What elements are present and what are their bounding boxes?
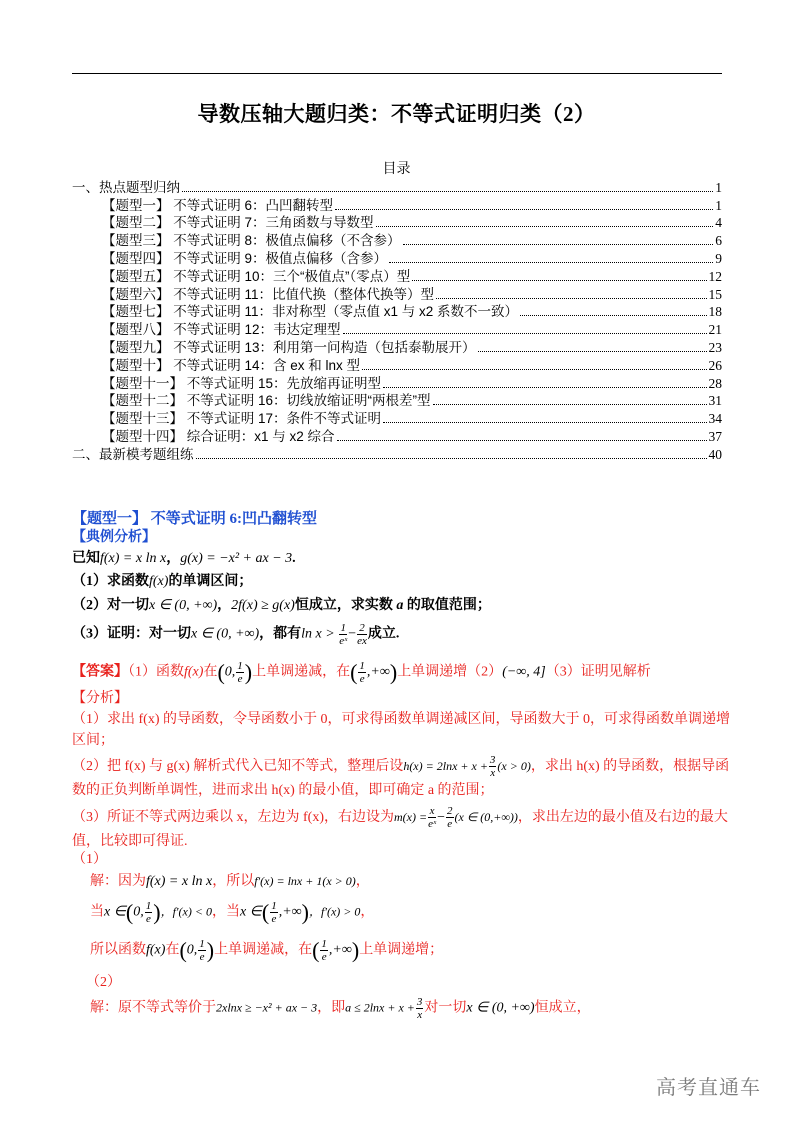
toc-leader-dots [196, 458, 707, 459]
toc-page-number: 9 [715, 250, 722, 266]
solution-2-label: （2） [86, 975, 121, 990]
toc-heading: 目录 [382, 160, 411, 176]
toc-leader-dots [389, 262, 713, 263]
toc-entry-text: 【题型一】 不等式证明 6：凸凹翻转型 [102, 197, 334, 213]
toc-leader-dots [478, 351, 707, 352]
toc-leader-dots [412, 280, 706, 281]
toc-leader-dots [433, 404, 707, 405]
toc-leader-dots [403, 244, 714, 245]
toc-entry[interactable] [72, 356, 722, 374]
toc-entry[interactable] [72, 392, 722, 410]
solution-1-label: （1） [72, 852, 107, 867]
example-label-row [72, 528, 732, 548]
toc-leader-dots [335, 209, 713, 210]
toc-leader-dots [436, 298, 706, 299]
answer-line: 【答案】（1）函数f(x)在(0, $\frac{1}{e}$ )上单调递减，在( $\frac{1}{e}$ ,+∞)上单调递增（2）(−∞, 4]（3）证明见解析 [72, 659, 651, 685]
toc-entry-text: 【题型二】 不等式证明 7：三角函数与导数型 [102, 215, 374, 231]
toc-entry-text: 二、最新模考题组练 [72, 446, 194, 462]
analysis-3: （3）所证不等式两边乘以 x，左边为 f(x)，右边设为m(x) = $\frac{x}{\text{eˣ}}$ − $\frac{2}{e}$ (x ∈ (0,+∞))，求出左边的最小值及右边的最大值，比较即可得证. [72, 805, 728, 850]
toc-entry-text: 【题型三】 不等式证明 8：极值点偏移（不含参） [102, 233, 401, 249]
toc-entry-text: 【题型六】 不等式证明 11：比值代换（整体代换等）型 [102, 286, 435, 302]
toc-leader-dots [376, 226, 714, 227]
toc-page-number: 23 [708, 339, 722, 355]
toc-entry[interactable] [72, 374, 722, 392]
toc-entry-text: 【题型十三】 不等式证明 17：条件不等式证明 [102, 411, 382, 427]
toc-page-number: 31 [708, 393, 722, 409]
toc-leader-dots [520, 315, 706, 316]
toc-page-number: 37 [708, 428, 722, 444]
toc-entry[interactable] [72, 267, 722, 285]
section-title: 【题型一】 不等式证明 6:凹凸翻转型 [72, 511, 317, 527]
toc-entry-text: 【题型十二】 不等式证明 16：切线放缩证明“两根差”型 [102, 393, 431, 409]
toc-entry-text: 【题型九】 不等式证明 13：利用第一问构造（包括泰勒展开） [102, 339, 476, 355]
toc-leader-dots [337, 440, 707, 441]
toc-leader-dots [182, 191, 713, 192]
toc-entry[interactable] [72, 196, 722, 214]
toc-page-number: 12 [708, 268, 722, 284]
toc-entry-text: 【题型十】 不等式证明 14：含 ex 和 lnx 型 [102, 357, 361, 373]
toc-page-number: 40 [708, 446, 722, 462]
toc-page-number: 15 [708, 286, 722, 302]
toc-page-number: 21 [708, 322, 722, 338]
toc-entry[interactable] [72, 178, 722, 196]
question-3: （3）证明：对一切x ∈ (0, +∞)，都有ln x > $\frac{1}{\text{eˣ}}$ − $\frac{2}{ex}$ 成立. [72, 622, 400, 647]
toc-entry[interactable] [72, 427, 722, 445]
solution-1-line-2: 当x ∈(0, $\frac{1}{e}$ )，f′(x) < 0，当x ∈( $\frac{1}{e}$ ,+∞)，f′(x) > 0， [90, 899, 375, 925]
toc-page-number: 4 [715, 215, 722, 231]
question-2: （2）对一切x ∈ (0, +∞)，2f(x) ≥ g(x)恒成立，求实数 a 的取值范围； [72, 598, 491, 613]
toc-entry-text: 一、热点题型归纳 [72, 179, 180, 195]
toc-entry[interactable] [72, 445, 722, 463]
toc-page-number: 6 [715, 233, 722, 249]
analysis-1: （1）求出 f(x) 的导函数，令导函数小于 0，可求得函数单调递减区间，导函数大于 0，可求得函数单调递增区间； [72, 712, 730, 748]
table-of-contents [72, 178, 722, 463]
solution-1-line-1: 解：因为f(x) = x ln x，所以f′(x) = lnx + 1(x > 0)， [90, 874, 370, 889]
answer-label: 【答案】 [72, 664, 128, 680]
toc-entry-text: 【题型五】 不等式证明 10：三个“极值点”（零点）型 [102, 268, 411, 284]
header-rule [72, 73, 722, 74]
toc-entry-text: 【题型八】 不等式证明 12：韦达定理型 [102, 322, 341, 338]
watermark-logo: 高考直通车 [656, 1077, 761, 1099]
toc-leader-dots [343, 333, 707, 334]
toc-entry[interactable] [72, 249, 722, 267]
toc-entry[interactable] [72, 231, 722, 249]
document-title: 导数压轴大题归类：不等式证明归类（2） [197, 102, 596, 126]
analysis-label: 【分析】 [72, 691, 128, 706]
toc-entry-text: 【题型七】 不等式证明 11：非对称型（零点值 x1 与 x2 系数不一致） [102, 304, 519, 320]
toc-page-number: 28 [708, 375, 722, 391]
toc-page-number: 1 [715, 197, 722, 213]
given-line: 已知f(x) = x ln x，g(x) = −x² + ax − 3. [72, 551, 296, 566]
toc-entry-text: 【题型四】 不等式证明 9：极值点偏移（含参） [102, 250, 388, 266]
toc-entry[interactable] [72, 303, 722, 321]
toc-entry[interactable] [72, 338, 722, 356]
toc-leader-dots [383, 387, 706, 388]
question-1: （1）求函数f(x)的单调区间； [72, 574, 253, 589]
example-label: 【典例分析】 [72, 530, 156, 545]
toc-leader-dots [383, 422, 706, 423]
toc-entry[interactable] [72, 285, 722, 303]
toc-entry[interactable] [72, 320, 722, 338]
analysis-2: （2）把 f(x) 与 g(x) 解析式代入已知不等式，整理后设h(x) = 2lnx + x + $\frac{3}{x}$ (x > 0)，求出 h(x) 的导函数，根据导函数的正负判断单调性，进而求出 h(x) 的最小值，即可确定 a 的范围； [72, 754, 730, 799]
toc-page-number: 1 [715, 179, 722, 195]
toc-page-number: 34 [708, 411, 722, 427]
toc-page-number: 18 [708, 304, 722, 320]
solution-2-line-1: 解：原不等式等价于2xlnx ≥ −x² + ax − 3，即a ≤ 2lnx + x + $\frac{3}{x}$ 对一切x ∈ (0, +∞)恒成立， [90, 996, 591, 1021]
section-heading [72, 509, 732, 529]
solution-1-line-3: 所以函数f(x)在(0, $\frac{1}{e}$ )上单调递减，在( $\frac{1}{e}$ ,+∞)上单调递增； [90, 937, 444, 963]
toc-entry[interactable] [72, 409, 722, 427]
toc-entry-text: 【题型十一】 不等式证明 15：先放缩再证明型 [102, 375, 382, 391]
toc-entry-text: 【题型十四】 综合证明：x1 与 x2 综合 [102, 428, 335, 444]
toc-page-number: 26 [708, 357, 722, 373]
toc-leader-dots [362, 369, 706, 370]
toc-entry[interactable] [72, 214, 722, 232]
